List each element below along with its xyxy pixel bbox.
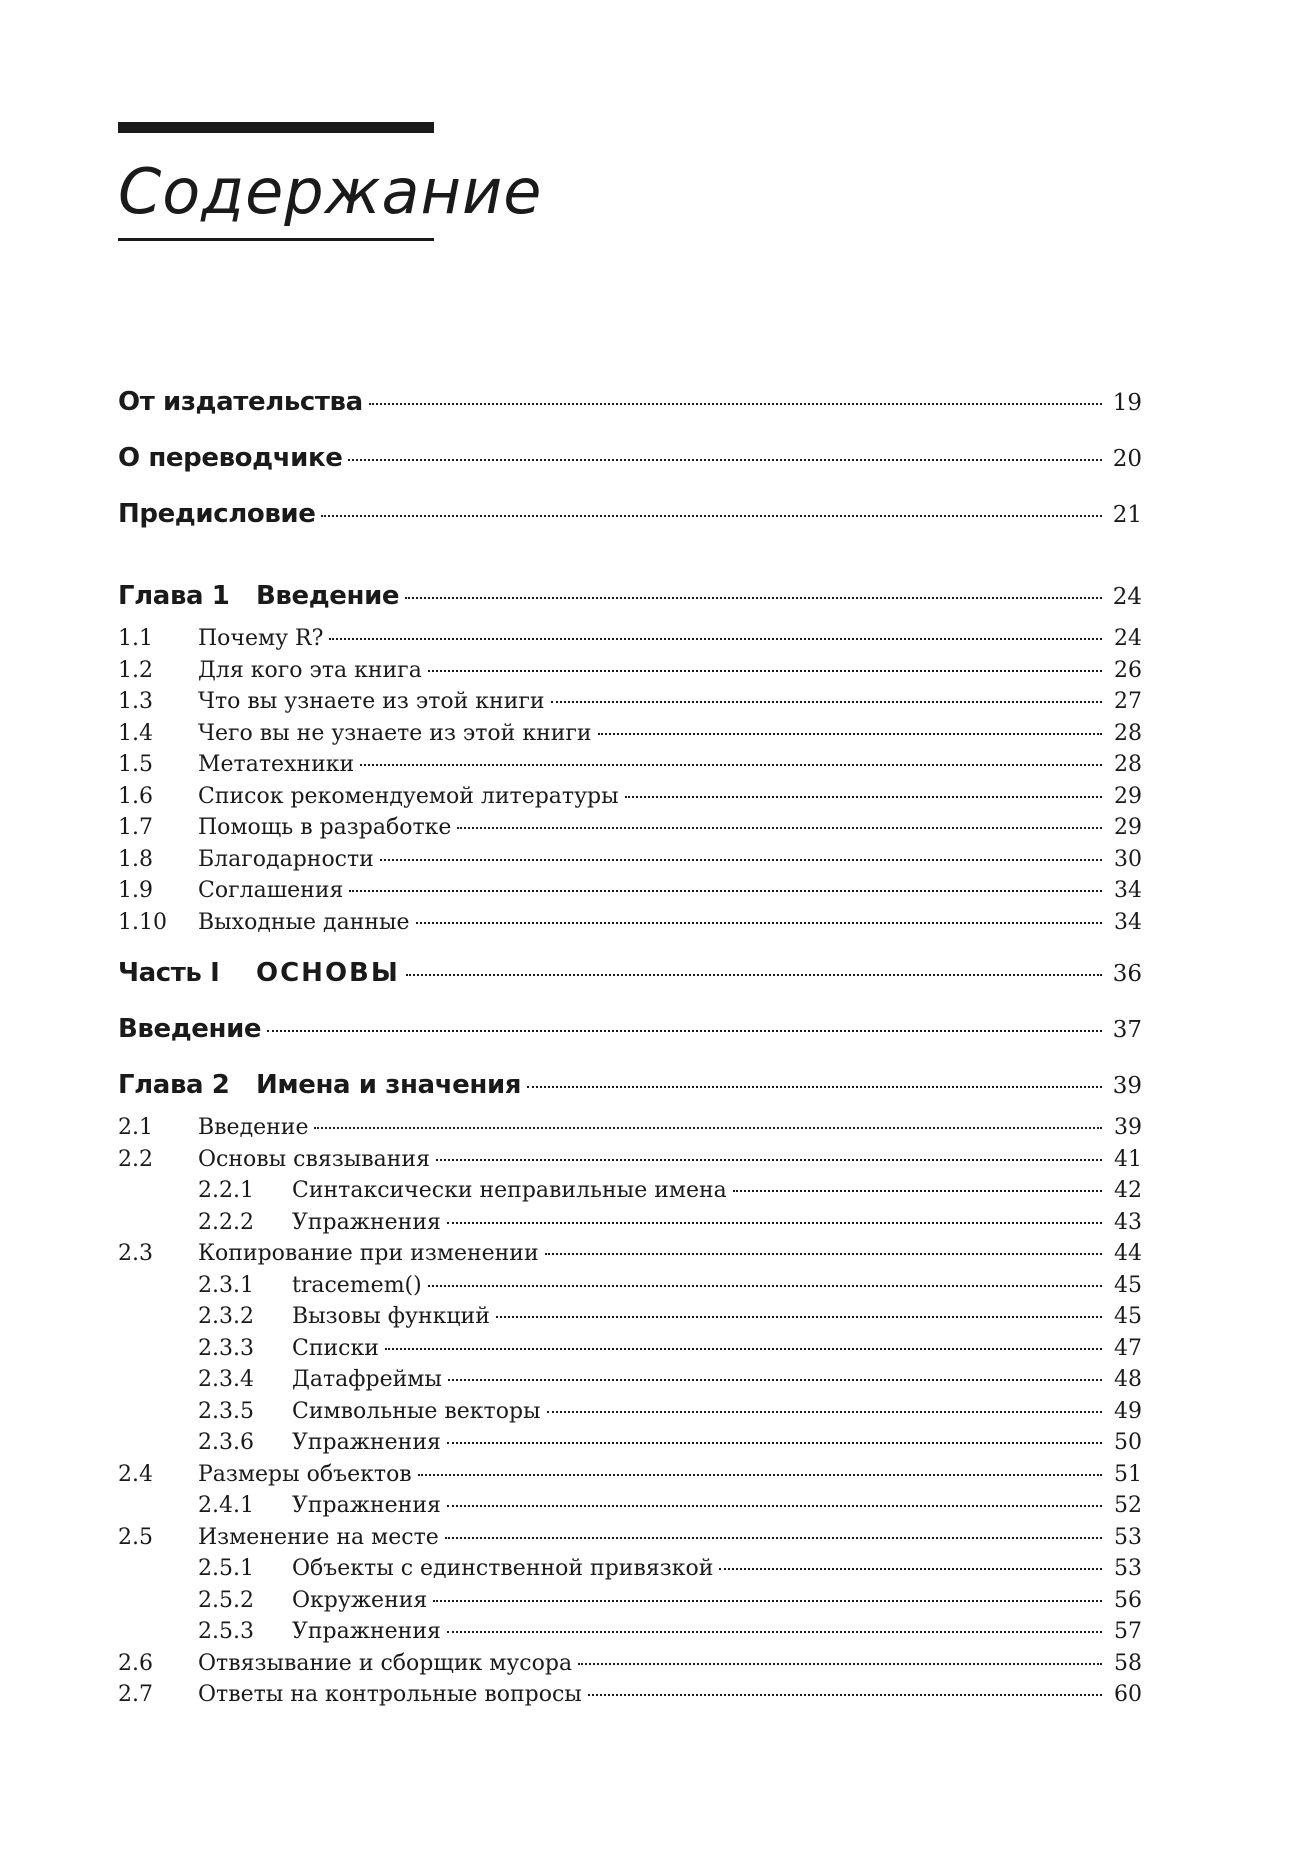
toc-subsection[interactable] — [118, 1175, 1142, 1207]
toc-page-number: 34 — [1114, 878, 1142, 903]
subsection-title: Объекты с единственной привязкой — [292, 1556, 714, 1581]
leader-dots — [380, 859, 1102, 861]
toc-page-number: 44 — [1114, 1241, 1142, 1266]
leader-dots — [551, 701, 1102, 703]
leader-dots — [496, 1316, 1102, 1318]
toc-page-number: 51 — [1114, 1461, 1142, 1487]
subsection-title: Упражнения — [292, 1430, 441, 1455]
toc-page-number: 21 — [1112, 502, 1142, 528]
section-title: Соглашения — [198, 878, 344, 903]
section-number: 2.5 — [118, 1524, 153, 1550]
leader-dots — [719, 1568, 1102, 1570]
toc-subsection[interactable] — [118, 1427, 1142, 1459]
leader-dots — [418, 1474, 1102, 1476]
leader-dots — [428, 1285, 1102, 1287]
toc-page-number: 47 — [1114, 1335, 1142, 1361]
subsection-number: 2.4.1 — [198, 1493, 254, 1518]
toc-chapter-1[interactable] — [118, 581, 1142, 623]
section-number: 2.2 — [118, 1146, 153, 1172]
leader-dots — [448, 1379, 1102, 1381]
subsection-title: Списки — [292, 1335, 379, 1361]
toc-page-number: 42 — [1114, 1178, 1142, 1203]
toc-page-number: 45 — [1114, 1304, 1142, 1329]
toc-entry-publisher[interactable] — [118, 387, 1142, 443]
title-rule-top — [118, 122, 434, 133]
leader-dots — [329, 638, 1102, 640]
section-number: 2.3 — [118, 1241, 153, 1266]
section-title: Благодарности — [198, 846, 374, 872]
subsection-title: Синтаксически неправильные имена — [292, 1178, 727, 1203]
toc-section[interactable] — [118, 1144, 1142, 1176]
toc-page-number: 41 — [1114, 1146, 1142, 1172]
section-number: 1.1 — [118, 626, 153, 651]
toc-page-number: 37 — [1112, 1017, 1142, 1043]
subsection-number: 2.5.3 — [198, 1619, 254, 1644]
toc-section[interactable] — [118, 1238, 1142, 1270]
toc-subsection[interactable] — [118, 1553, 1142, 1585]
leader-dots — [416, 922, 1102, 924]
leader-dots — [598, 733, 1102, 735]
leader-dots — [527, 1086, 1102, 1088]
leader-dots — [447, 1222, 1102, 1224]
subsection-number: 2.3.2 — [198, 1304, 254, 1329]
leader-dots — [547, 1411, 1102, 1413]
toc-subsection[interactable] — [118, 1396, 1142, 1428]
section-title: Список рекомендуемой литературы — [198, 783, 619, 809]
subsection-number: 2.5.2 — [198, 1587, 254, 1613]
toc-page-number: 20 — [1112, 446, 1142, 472]
toc-page-number: 28 — [1114, 720, 1142, 746]
section-title: Основы связывания — [198, 1146, 430, 1172]
toc-section[interactable] — [118, 907, 1142, 939]
subsection-title: Упражнения — [292, 1493, 441, 1518]
toc-page-number: 26 — [1114, 657, 1142, 683]
toc-subsection[interactable] — [118, 1585, 1142, 1617]
toc-page-number: 57 — [1114, 1619, 1142, 1644]
toc-page-number: 49 — [1114, 1398, 1142, 1424]
toc-section[interactable] — [118, 1679, 1142, 1711]
toc-section[interactable] — [118, 812, 1142, 844]
section-number: 2.7 — [118, 1682, 153, 1707]
section-title: Копирование при изменении — [198, 1241, 539, 1266]
toc-subsection[interactable] — [118, 1301, 1142, 1333]
leader-dots — [267, 1030, 1102, 1032]
toc-page-number: 30 — [1114, 846, 1142, 872]
leader-dots — [447, 1505, 1102, 1507]
section-number: 1.9 — [118, 878, 153, 903]
toc-page-number: 53 — [1114, 1524, 1142, 1550]
section-title: Чего вы не узнаете из этой книги — [198, 720, 592, 746]
section-title: Введение — [198, 1115, 309, 1140]
toc-section[interactable] — [118, 655, 1142, 687]
toc-section[interactable] — [118, 844, 1142, 876]
toc-entry-translator[interactable] — [118, 443, 1142, 499]
section-number: 1.2 — [118, 657, 153, 683]
section-title: Ответы на контрольные вопросы — [198, 1682, 582, 1707]
chapter-title: Введение — [256, 581, 400, 611]
toc-page-number: 29 — [1114, 783, 1142, 809]
leader-dots — [588, 1694, 1102, 1696]
toc-page-number: 39 — [1112, 1073, 1142, 1099]
toc-page-number: 34 — [1114, 909, 1142, 935]
toc-subsection[interactable] — [118, 1616, 1142, 1648]
section-title: Помощь в разработке — [198, 815, 452, 840]
toc-subsection[interactable] — [118, 1490, 1142, 1522]
spacer — [118, 1056, 1142, 1070]
leader-dots — [436, 1159, 1102, 1161]
part-number: Часть I — [118, 958, 220, 988]
leader-dots — [321, 515, 1102, 517]
toc-page-number: 24 — [1114, 626, 1142, 651]
leader-dots — [405, 597, 1102, 599]
toc-part-1[interactable] — [118, 958, 1142, 1000]
toc-subsection[interactable] — [118, 1207, 1142, 1239]
leader-dots — [406, 974, 1102, 976]
toc-page-number: 24 — [1112, 584, 1142, 610]
leader-dots — [349, 890, 1102, 892]
leader-dots — [369, 403, 1102, 405]
subsection-title: Упражнения — [292, 1619, 441, 1644]
leader-dots — [445, 1537, 1102, 1539]
toc-subsection[interactable] — [118, 1364, 1142, 1396]
subsection-number: 2.2.2 — [198, 1209, 254, 1235]
toc-subsection[interactable] — [118, 1333, 1142, 1365]
toc-page-number: 56 — [1114, 1587, 1142, 1613]
toc-entry-label: От издательства — [118, 387, 363, 417]
toc-section[interactable] — [118, 1648, 1142, 1680]
leader-dots — [314, 1127, 1102, 1129]
subsection-title: Вызовы функций — [292, 1304, 490, 1329]
toc-section[interactable] — [118, 875, 1142, 907]
leader-dots — [360, 764, 1102, 766]
table-of-contents — [118, 387, 1142, 1711]
title-rule-bottom — [118, 238, 434, 241]
section-title: Изменение на месте — [198, 1524, 439, 1550]
chapter-number: Глава 2 — [118, 1070, 230, 1100]
toc-page-number: 52 — [1114, 1493, 1142, 1518]
section-title: Отвязывание и сборщик мусора — [198, 1650, 573, 1676]
spacer — [118, 1000, 1142, 1014]
toc-page-number: 29 — [1114, 815, 1142, 840]
leader-dots — [348, 459, 1102, 461]
leader-dots — [578, 1663, 1102, 1665]
toc-entry-preface[interactable] — [118, 499, 1142, 555]
section-title: Почему R? — [198, 626, 324, 651]
subsection-title: Датафреймы — [292, 1367, 442, 1392]
toc-page-number: 48 — [1114, 1367, 1142, 1392]
section-title: Метатехники — [198, 752, 355, 777]
toc-page-number: 43 — [1114, 1209, 1142, 1235]
toc-page-number: 36 — [1112, 961, 1142, 987]
leader-dots — [733, 1190, 1102, 1192]
subsection-title: Символьные векторы — [292, 1398, 541, 1424]
toc-section[interactable] — [118, 1112, 1142, 1144]
leader-dots — [545, 1253, 1102, 1255]
section-number: 2.4 — [118, 1461, 153, 1487]
toc-entry-label: Предисловие — [118, 499, 316, 529]
toc-section[interactable] — [118, 1459, 1142, 1491]
toc-entry-introduction[interactable] — [118, 1014, 1142, 1056]
leader-dots — [447, 1631, 1102, 1633]
subsection-title: tracemem() — [292, 1272, 422, 1298]
subsection-number: 2.3.4 — [198, 1367, 254, 1392]
spacer — [118, 555, 1142, 581]
spacer — [118, 938, 1142, 958]
section-title: Для кого эта книга — [198, 657, 422, 683]
section-number: 1.8 — [118, 846, 153, 872]
toc-page-number: 39 — [1114, 1115, 1142, 1140]
subsection-title: Окружения — [292, 1587, 428, 1613]
subsection-number: 2.3.5 — [198, 1398, 254, 1424]
toc-entry-label: О переводчике — [118, 443, 343, 473]
toc-subsection[interactable] — [118, 1270, 1142, 1302]
section-number: 1.3 — [118, 689, 153, 714]
leader-dots — [428, 670, 1102, 672]
toc-page-number: 60 — [1114, 1682, 1142, 1707]
subsection-number: 2.5.1 — [198, 1556, 254, 1581]
toc-page-number: 28 — [1114, 752, 1142, 777]
part-title: ОСНОВЫ — [256, 958, 400, 988]
section-number: 1.7 — [118, 815, 153, 840]
toc-section[interactable] — [118, 623, 1142, 655]
toc-entry-label: Введение — [118, 1014, 262, 1044]
section-number: 1.10 — [118, 909, 167, 935]
toc-page-number: 53 — [1114, 1556, 1142, 1581]
subsection-number: 2.3.3 — [198, 1335, 254, 1361]
toc-page-number: 19 — [1112, 390, 1142, 416]
leader-dots — [457, 827, 1102, 829]
toc-section[interactable] — [118, 781, 1142, 813]
section-number: 1.5 — [118, 752, 153, 777]
subsection-title: Упражнения — [292, 1209, 441, 1235]
subsection-number: 2.3.1 — [198, 1272, 254, 1298]
section-number: 1.6 — [118, 783, 153, 809]
leader-dots — [385, 1348, 1102, 1350]
section-title: Выходные данные — [198, 909, 410, 935]
leader-dots — [625, 796, 1102, 798]
toc-section[interactable] — [118, 1522, 1142, 1554]
subsection-number: 2.2.1 — [198, 1178, 254, 1203]
page-title: Содержание — [118, 155, 543, 228]
section-number: 2.1 — [118, 1115, 153, 1140]
toc-section[interactable] — [118, 686, 1142, 718]
toc-page-number: 58 — [1114, 1650, 1142, 1676]
section-number: 2.6 — [118, 1650, 153, 1676]
toc-section[interactable] — [118, 718, 1142, 750]
toc-page-number: 27 — [1114, 689, 1142, 714]
toc-chapter-2[interactable] — [118, 1070, 1142, 1112]
toc-page-number: 45 — [1114, 1272, 1142, 1298]
section-number: 1.4 — [118, 720, 153, 746]
section-title: Размеры объектов — [198, 1461, 412, 1487]
leader-dots — [433, 1600, 1102, 1602]
subsection-number: 2.3.6 — [198, 1430, 254, 1455]
chapter-title: Имена и значения — [256, 1070, 522, 1100]
toc-section[interactable] — [118, 749, 1142, 781]
toc-page-number: 50 — [1114, 1430, 1142, 1455]
leader-dots — [447, 1442, 1102, 1444]
chapter-number: Глава 1 — [118, 581, 230, 611]
section-title: Что вы узнаете из этой книги — [198, 689, 545, 714]
